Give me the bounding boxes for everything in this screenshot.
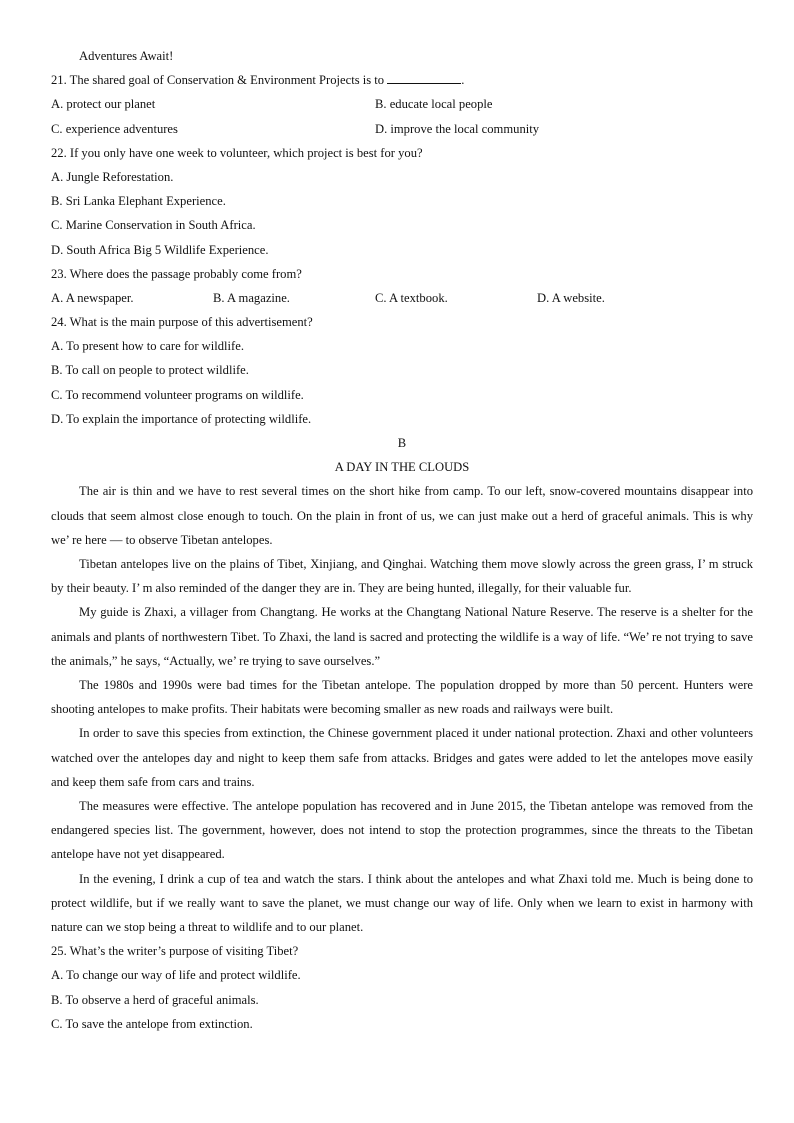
question-21-stem: [51, 68, 753, 92]
paragraph-5: In order to save this species from extinction, the Chinese government placed it under national protection. Zhaxi and other volunteers watched over the antelopes day and night to keep them safe from attacks. Bridges and gates were added to let the antelopes move easily and keep them safe from cars and trains.: [51, 726, 753, 789]
option-23-b: B. A magazine.: [213, 290, 290, 305]
question-21-options-row-1: [51, 92, 753, 116]
question-24-stem: 24. What is the main purpose of this advertisement?: [51, 315, 313, 330]
option-25-b: B. To observe a herd of graceful animals.: [51, 992, 259, 1007]
passage-a-tail: Adventures Await!: [79, 49, 174, 63]
section-letter: B: [397, 436, 407, 450]
option-25-a: A. To change our way of life and protect wildlife.: [51, 968, 301, 983]
option-24-c: C. To recommend volunteer programs on wildlife.: [51, 387, 304, 402]
option-24-b: B. To call on people to protect wildlife.: [51, 363, 249, 378]
option-24-d: D. To explain the importance of protecting wildlife.: [51, 411, 312, 426]
paragraph-3: My guide is Zhaxi, a villager from Changtang. He works at the Changtang National Nature Reserve. The reserve is a shelter for the animals and plants of northwestern Tibet. To Zhaxi, the land is sacred and protecting the wildlife is a way of life. “We’ re not trying to save the animals,” he says, “Actually, we’ re trying to save ourselves.”: [51, 605, 753, 668]
question-22-stem: 22. If you only have one week to volunteer, which project is best for you?: [51, 145, 423, 160]
paragraph-1: The air is thin and we have to rest several times on the short hike from camp. To our left, snow-covered mountains disappear into clouds that seem almost close enough to touch. On the plain in front of us, we can just make out a herd of graceful animals. This is why we’ re here — to observe Tibetan antelopes.: [51, 484, 753, 547]
option-24-a: A. To present how to care for wildlife.: [51, 339, 244, 354]
option-23-a: A. A newspaper.: [51, 290, 134, 305]
option-22-d: D. South Africa Big 5 Wildlife Experience.: [51, 242, 269, 257]
question-21-options-row-2: [51, 117, 753, 141]
paragraph-2: Tibetan antelopes live on the plains of Tibet, Xinjiang, and Qinghai. Watching them move slowly across the green grass, I’ m struck by their beauty. I’ m also reminded of the danger they are in. They are being hunted, illegally, for their valuable fur.: [51, 556, 753, 596]
option-22-a: A. Jungle Reforestation.: [51, 169, 174, 184]
option-22-c: C. Marine Conservation in South Africa.: [51, 218, 256, 233]
paragraph-7: In the evening, I drink a cup of tea and watch the stars. I think about the antelopes and what Zhaxi told me. Much is being done to protect wildlife, but if we really want to save the planet, we must change our way of life. Only when we learn to exist in harmony with nature can we stop being a threat to wildlife and to our planet.: [51, 871, 753, 935]
option-21-d: D. improve the local community: [375, 121, 540, 136]
option-21-a: A. protect our planet: [51, 97, 156, 112]
question-21-text: 21. The shared goal of Conservation & Environment Projects is to: [51, 73, 388, 88]
option-23-c: C. A textbook.: [375, 290, 448, 305]
option-21-b: B. educate local people: [375, 97, 493, 112]
exam-page: [51, 44, 753, 1036]
paragraph-4: The 1980s and 1990s were bad times for the Tibetan antelope. The population dropped by more than 50 percent. Hunters were shooting antelopes to make profits. Their habitats were becoming smaller as new roads and railways were built.: [51, 678, 753, 717]
passage-title: A DAY IN THE CLOUDS: [334, 460, 470, 475]
paragraph-6: The measures were effective. The antelope population has recovered and in June 2015, the Tibetan antelope was removed from the endangered species list. The government, however, does not intend to stop the protection programmes, since the threats to the Tibetan antelope have not yet disappeared.: [51, 799, 753, 862]
option-21-c: C. experience adventures: [51, 121, 178, 136]
question-23-stem: 23. Where does the passage probably come from?: [51, 266, 302, 281]
option-23-d: D. A website.: [537, 290, 605, 305]
question-23-options: [51, 286, 753, 310]
option-25-c: C. To save the antelope from extinction.: [51, 1016, 253, 1031]
option-22-b: B. Sri Lanka Elephant Experience.: [51, 194, 226, 209]
answer-blank: [387, 71, 461, 84]
question-25-stem: 25. What’s the writer’s purpose of visiting Tibet?: [51, 944, 299, 959]
question-21-end: .: [461, 73, 465, 88]
